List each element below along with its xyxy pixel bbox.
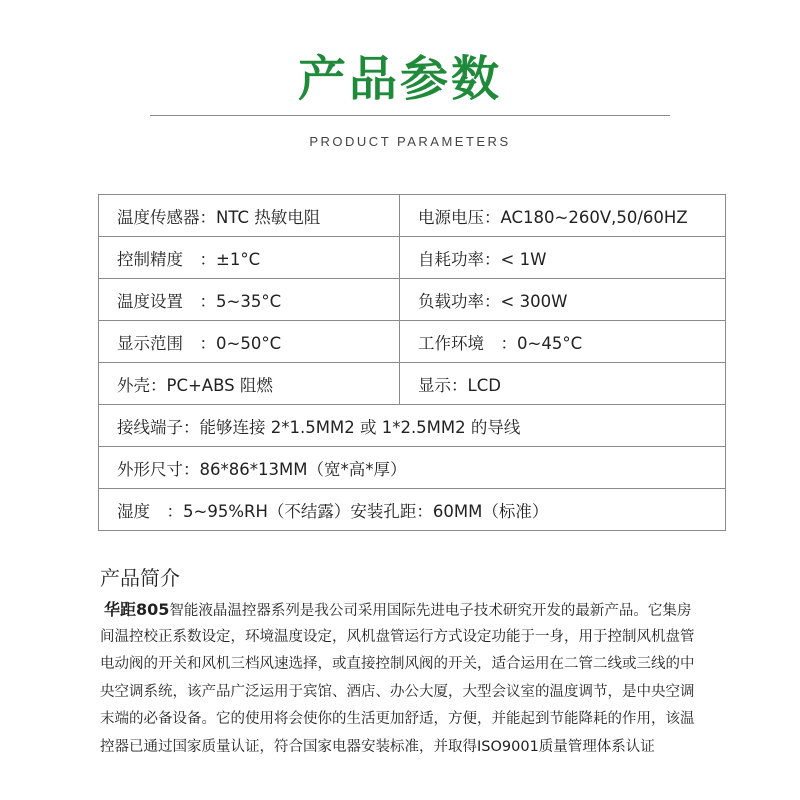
intro-line-text: 智能液晶温控器系列是我公司采用国际先进电子技术研究开发的最新产品。它集房 [169,603,692,619]
table-row [99,489,726,531]
param-cell: 控制精度 ：±1°C [99,237,400,279]
table-row [99,321,726,363]
param-cell: 显示：LCD [400,363,726,405]
param-cell-wide: 外形尺寸：86*86*13MM（宽*高*厚） [99,447,726,489]
intro-line [100,596,700,624]
intro-line: 央空调系统，该产品广泛运用于宾馆、酒店、办公大厦，大型会议室的温度调节，是中央空调 [100,683,695,700]
page-subtitle: PRODUCT PARAMETERS [309,134,511,149]
intro-line: 电动阀的开关和风机三档风速选择，或直接控制风阀的开关，适合运用在二管二线或三线的中 [100,656,695,672]
param-cell-wide: 湿度 ：5~95%RH（不结露）安装孔距：60MM（标准） [99,489,726,531]
intro-heading: 产品简介 [100,566,180,590]
table-row [99,447,726,489]
intro-paragraph [100,596,700,761]
table-row [99,195,726,237]
param-cell: 电源电压：AC180~260V,50/60HZ [400,195,726,237]
table-row [99,363,726,405]
intro-line: 间温控校正系数设定，环境温度设定，风机盘管运行方式设定功能于一身，用于控制风机盘管 [100,628,695,645]
param-cell: 负载功率：< 300W [400,279,726,321]
param-cell: 外壳：PC+ABS 阻燃 [99,363,400,405]
parameters-table [98,194,726,531]
brand-name: 华距805 [104,600,170,619]
param-cell: 温度传感器：NTC 热敏电阻 [99,195,400,237]
param-cell: 工作环境 ：0~45°C [400,321,726,363]
intro-line: 控器已通过国家质量认证，符合国家电器安装标准，并取得ISO9001质量管理体系认证 [100,738,655,755]
title-divider [150,115,670,116]
table-row [99,405,726,447]
table-row [99,237,726,279]
param-cell-wide: 接线端子：能够连接 2*1.5MM2 或 1*2.5MM2 的导线 [99,405,726,447]
page-title: 产品参数 [297,51,502,107]
intro-line: 末端的必备设备。它的使用将会使你的生活更加舒适，方便，并能起到节能降耗的作用，该温 [100,711,695,727]
param-cell: 自耗功率：< 1W [400,237,726,279]
param-cell: 温度设置 ：5~35°C [99,279,400,321]
param-cell: 显示范围 ：0~50°C [99,321,400,363]
table-row [99,279,726,321]
